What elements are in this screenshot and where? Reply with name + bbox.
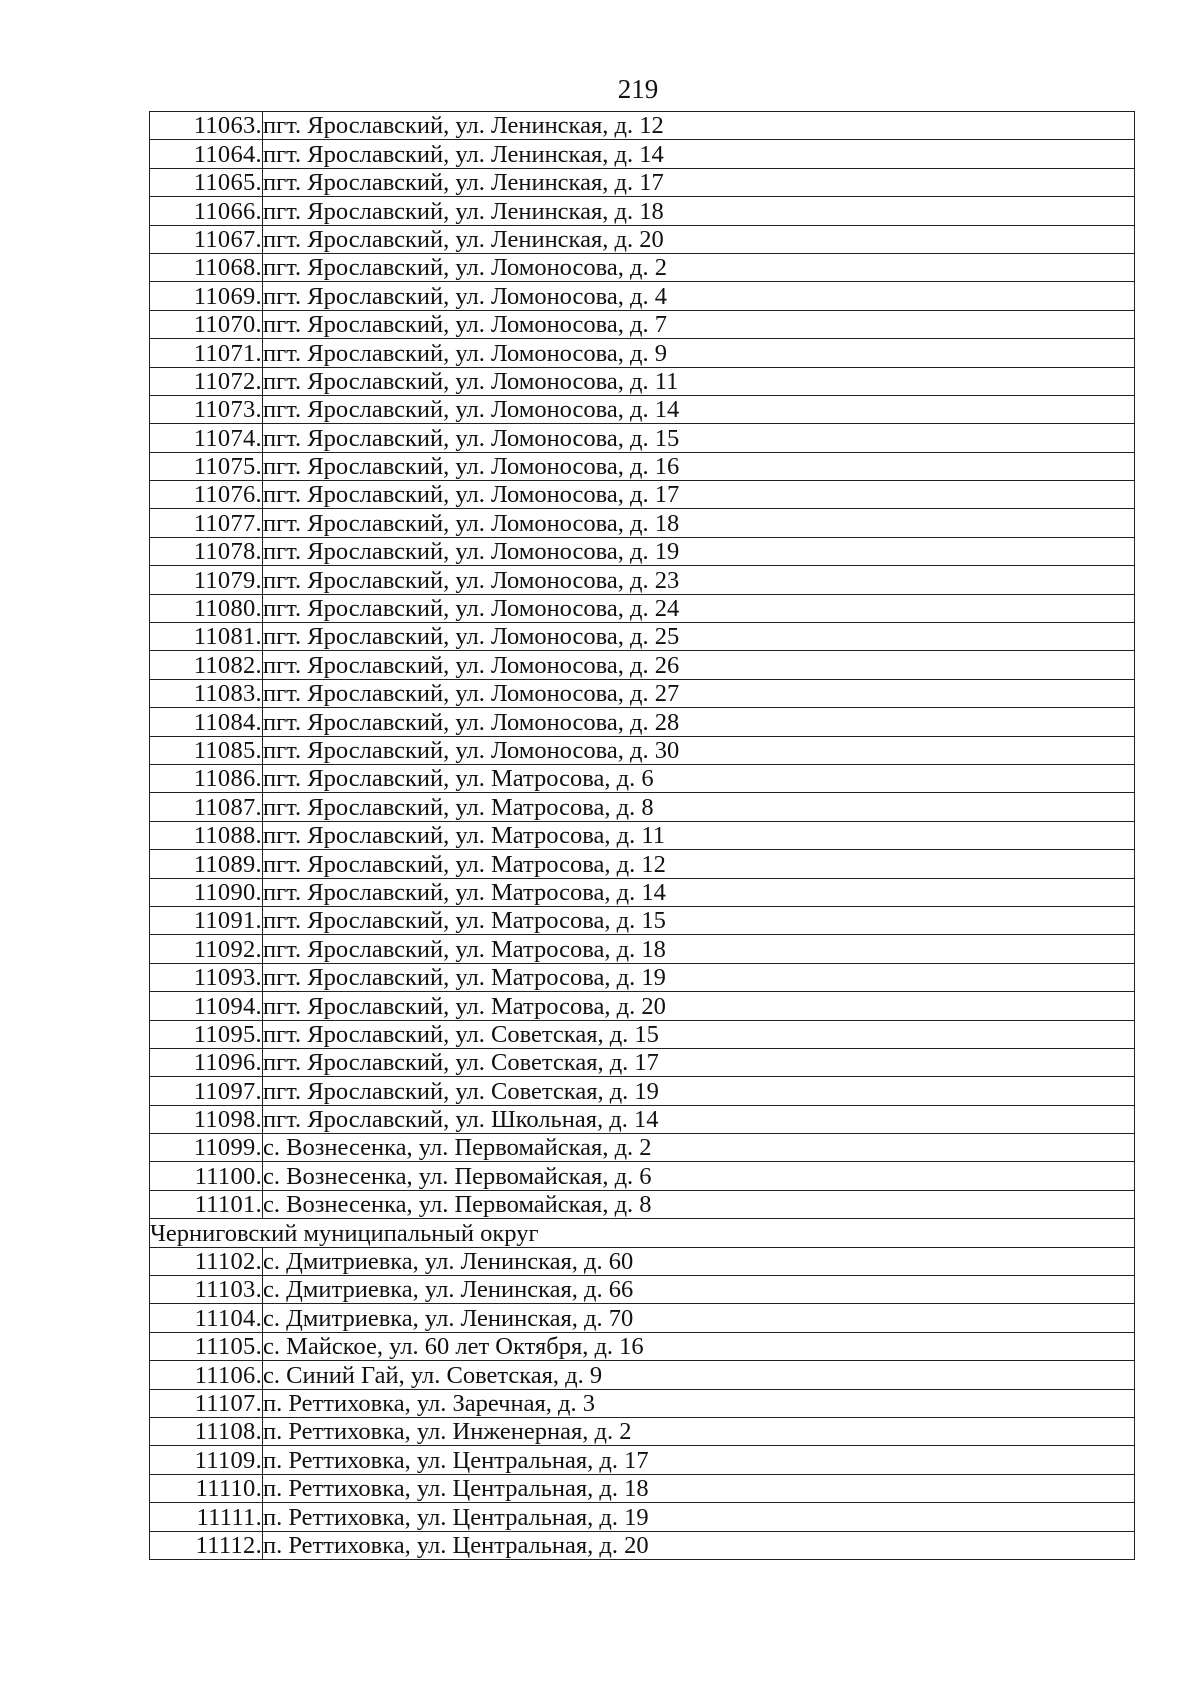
row-address: пгт. Ярославский, ул. Ленинская, д. 18 bbox=[263, 197, 1135, 225]
row-number: 11111. bbox=[150, 1503, 263, 1531]
table-row bbox=[150, 623, 1135, 651]
row-address: пгт. Ярославский, ул. Ломоносова, д. 15 bbox=[263, 424, 1135, 452]
row-number: 11098. bbox=[150, 1105, 263, 1133]
row-address: п. Реттиховка, ул. Инженерная, д. 2 bbox=[263, 1417, 1135, 1445]
row-number: 11087. bbox=[150, 793, 263, 821]
row-address: пгт. Ярославский, ул. Ломоносова, д. 14 bbox=[263, 395, 1135, 423]
table-row bbox=[150, 850, 1135, 878]
row-address: пгт. Ярославский, ул. Ломоносова, д. 4 bbox=[263, 282, 1135, 310]
row-address: пгт. Ярославский, ул. Ломоносова, д. 16 bbox=[263, 452, 1135, 480]
address-table-body bbox=[150, 112, 1135, 1560]
table-row bbox=[150, 481, 1135, 509]
row-number: 11093. bbox=[150, 963, 263, 991]
table-row bbox=[150, 821, 1135, 849]
table-row bbox=[150, 1446, 1135, 1474]
row-address: пгт. Ярославский, ул. Ломоносова, д. 28 bbox=[263, 708, 1135, 736]
row-number: 11112. bbox=[150, 1531, 263, 1559]
table-row bbox=[150, 1332, 1135, 1360]
table-row bbox=[150, 1162, 1135, 1190]
table-row bbox=[150, 566, 1135, 594]
row-number: 11068. bbox=[150, 253, 263, 281]
table-row bbox=[150, 197, 1135, 225]
table-row bbox=[150, 395, 1135, 423]
row-number: 11082. bbox=[150, 651, 263, 679]
row-number: 11067. bbox=[150, 225, 263, 253]
table-row bbox=[150, 253, 1135, 281]
row-address: пгт. Ярославский, ул. Ленинская, д. 17 bbox=[263, 168, 1135, 196]
table-row bbox=[150, 1304, 1135, 1332]
table-row bbox=[150, 1247, 1135, 1275]
row-address: пгт. Ярославский, ул. Матросова, д. 18 bbox=[263, 935, 1135, 963]
row-address: пгт. Ярославский, ул. Ленинская, д. 14 bbox=[263, 140, 1135, 168]
row-number: 11072. bbox=[150, 367, 263, 395]
row-address: пгт. Ярославский, ул. Ленинская, д. 20 bbox=[263, 225, 1135, 253]
row-address: п. Реттиховка, ул. Центральная, д. 17 bbox=[263, 1446, 1135, 1474]
table-row bbox=[150, 1077, 1135, 1105]
row-address: с. Дмитриевка, ул. Ленинская, д. 70 bbox=[263, 1304, 1135, 1332]
table-row bbox=[150, 1134, 1135, 1162]
row-number: 11089. bbox=[150, 850, 263, 878]
row-address: пгт. Ярославский, ул. Матросова, д. 19 bbox=[263, 963, 1135, 991]
row-address: с. Синий Гай, ул. Советская, д. 9 bbox=[263, 1361, 1135, 1389]
table-row bbox=[150, 424, 1135, 452]
row-address: пгт. Ярославский, ул. Ленинская, д. 12 bbox=[263, 112, 1135, 140]
row-number: 11091. bbox=[150, 906, 263, 934]
row-address: с. Вознесенка, ул. Первомайская, д. 8 bbox=[263, 1190, 1135, 1218]
row-number: 11094. bbox=[150, 992, 263, 1020]
table-row bbox=[150, 878, 1135, 906]
table-row bbox=[150, 793, 1135, 821]
row-number: 11109. bbox=[150, 1446, 263, 1474]
row-number: 11104. bbox=[150, 1304, 263, 1332]
table-row bbox=[150, 367, 1135, 395]
address-table bbox=[149, 111, 1135, 1560]
row-number: 11077. bbox=[150, 509, 263, 537]
row-number: 11110. bbox=[150, 1474, 263, 1502]
row-number: 11076. bbox=[150, 481, 263, 509]
row-number: 11102. bbox=[150, 1247, 263, 1275]
row-address: пгт. Ярославский, ул. Ломоносова, д. 7 bbox=[263, 310, 1135, 338]
row-address: пгт. Ярославский, ул. Ломоносова, д. 27 bbox=[263, 679, 1135, 707]
page-number: 219 bbox=[617, 74, 659, 104]
row-number: 11065. bbox=[150, 168, 263, 196]
row-address: с. Дмитриевка, ул. Ленинская, д. 60 bbox=[263, 1247, 1135, 1275]
section-heading: Черниговский муниципальный округ bbox=[150, 1219, 1135, 1247]
row-address: пгт. Ярославский, ул. Матросова, д. 15 bbox=[263, 906, 1135, 934]
row-address: п. Реттиховка, ул. Центральная, д. 19 bbox=[263, 1503, 1135, 1531]
row-address: пгт. Ярославский, ул. Матросова, д. 12 bbox=[263, 850, 1135, 878]
table-row bbox=[150, 168, 1135, 196]
row-number: 11074. bbox=[150, 424, 263, 452]
table-row bbox=[150, 935, 1135, 963]
row-number: 11088. bbox=[150, 821, 263, 849]
table-row bbox=[150, 112, 1135, 140]
row-number: 11095. bbox=[150, 1020, 263, 1048]
table-row bbox=[150, 1389, 1135, 1417]
table-row bbox=[150, 537, 1135, 565]
row-number: 11106. bbox=[150, 1361, 263, 1389]
row-address: п. Реттиховка, ул. Центральная, д. 20 bbox=[263, 1531, 1135, 1559]
row-number: 11063. bbox=[150, 112, 263, 140]
row-number: 11075. bbox=[150, 452, 263, 480]
row-number: 11108. bbox=[150, 1417, 263, 1445]
row-address: пгт. Ярославский, ул. Ломоносова, д. 19 bbox=[263, 537, 1135, 565]
table-row bbox=[150, 1503, 1135, 1531]
row-address: пгт. Ярославский, ул. Советская, д. 17 bbox=[263, 1048, 1135, 1076]
row-number: 11092. bbox=[150, 935, 263, 963]
table-row bbox=[150, 509, 1135, 537]
row-number: 11073. bbox=[150, 395, 263, 423]
table-row bbox=[150, 1531, 1135, 1559]
table-row bbox=[150, 225, 1135, 253]
row-address: пгт. Ярославский, ул. Ломоносова, д. 11 bbox=[263, 367, 1135, 395]
row-number: 11107. bbox=[150, 1389, 263, 1417]
row-number: 11105. bbox=[150, 1332, 263, 1360]
table-row bbox=[150, 963, 1135, 991]
row-number: 11069. bbox=[150, 282, 263, 310]
row-number: 11064. bbox=[150, 140, 263, 168]
row-number: 11103. bbox=[150, 1276, 263, 1304]
table-row bbox=[150, 1276, 1135, 1304]
row-number: 11071. bbox=[150, 339, 263, 367]
table-row bbox=[150, 736, 1135, 764]
table-row bbox=[150, 1020, 1135, 1048]
row-address: п. Реттиховка, ул. Центральная, д. 18 bbox=[263, 1474, 1135, 1502]
table-row bbox=[150, 1048, 1135, 1076]
row-address: с. Вознесенка, ул. Первомайская, д. 2 bbox=[263, 1134, 1135, 1162]
table-row bbox=[150, 140, 1135, 168]
row-address: с. Майское, ул. 60 лет Октября, д. 16 bbox=[263, 1332, 1135, 1360]
table-row bbox=[150, 1417, 1135, 1445]
row-address: пгт. Ярославский, ул. Матросова, д. 8 bbox=[263, 793, 1135, 821]
row-address: с. Дмитриевка, ул. Ленинская, д. 66 bbox=[263, 1276, 1135, 1304]
row-address: п. Реттиховка, ул. Заречная, д. 3 bbox=[263, 1389, 1135, 1417]
table-row bbox=[150, 594, 1135, 622]
row-address: пгт. Ярославский, ул. Ломоносова, д. 9 bbox=[263, 339, 1135, 367]
table-row bbox=[150, 1361, 1135, 1389]
row-address: пгт. Ярославский, ул. Советская, д. 19 bbox=[263, 1077, 1135, 1105]
row-number: 11097. bbox=[150, 1077, 263, 1105]
table-row bbox=[150, 339, 1135, 367]
row-number: 11100. bbox=[150, 1162, 263, 1190]
table-row bbox=[150, 906, 1135, 934]
row-address: пгт. Ярославский, ул. Ломоносова, д. 17 bbox=[263, 481, 1135, 509]
row-number: 11080. bbox=[150, 594, 263, 622]
table-row bbox=[150, 1474, 1135, 1502]
row-address: с. Вознесенка, ул. Первомайская, д. 6 bbox=[263, 1162, 1135, 1190]
row-number: 11066. bbox=[150, 197, 263, 225]
row-address: пгт. Ярославский, ул. Матросова, д. 14 bbox=[263, 878, 1135, 906]
table-row bbox=[150, 992, 1135, 1020]
row-number: 11086. bbox=[150, 764, 263, 792]
row-address: пгт. Ярославский, ул. Ломоносова, д. 24 bbox=[263, 594, 1135, 622]
table-row bbox=[150, 282, 1135, 310]
table-row bbox=[150, 310, 1135, 338]
row-address: пгт. Ярославский, ул. Ломоносова, д. 25 bbox=[263, 623, 1135, 651]
row-address: пгт. Ярославский, ул. Ломоносова, д. 18 bbox=[263, 509, 1135, 537]
row-address: пгт. Ярославский, ул. Матросова, д. 6 bbox=[263, 764, 1135, 792]
row-address: пгт. Ярославский, ул. Советская, д. 15 bbox=[263, 1020, 1135, 1048]
row-number: 11081. bbox=[150, 623, 263, 651]
row-address: пгт. Ярославский, ул. Ломоносова, д. 23 bbox=[263, 566, 1135, 594]
row-address: пгт. Ярославский, ул. Матросова, д. 20 bbox=[263, 992, 1135, 1020]
row-number: 11070. bbox=[150, 310, 263, 338]
table-row bbox=[150, 452, 1135, 480]
section-row bbox=[150, 1219, 1135, 1247]
row-address: пгт. Ярославский, ул. Школьная, д. 14 bbox=[263, 1105, 1135, 1133]
row-number: 11083. bbox=[150, 679, 263, 707]
row-number: 11101. bbox=[150, 1190, 263, 1218]
row-number: 11084. bbox=[150, 708, 263, 736]
row-number: 11078. bbox=[150, 537, 263, 565]
row-number: 11085. bbox=[150, 736, 263, 764]
row-address: пгт. Ярославский, ул. Ломоносова, д. 30 bbox=[263, 736, 1135, 764]
table-row bbox=[150, 764, 1135, 792]
table-row bbox=[150, 651, 1135, 679]
table-row bbox=[150, 1105, 1135, 1133]
row-address: пгт. Ярославский, ул. Ломоносова, д. 2 bbox=[263, 253, 1135, 281]
table-row bbox=[150, 708, 1135, 736]
table-row bbox=[150, 679, 1135, 707]
row-address: пгт. Ярославский, ул. Ломоносова, д. 26 bbox=[263, 651, 1135, 679]
row-number: 11090. bbox=[150, 878, 263, 906]
row-address: пгт. Ярославский, ул. Матросова, д. 11 bbox=[263, 821, 1135, 849]
row-number: 11099. bbox=[150, 1134, 263, 1162]
table-row bbox=[150, 1190, 1135, 1218]
row-number: 11079. bbox=[150, 566, 263, 594]
row-number: 11096. bbox=[150, 1048, 263, 1076]
